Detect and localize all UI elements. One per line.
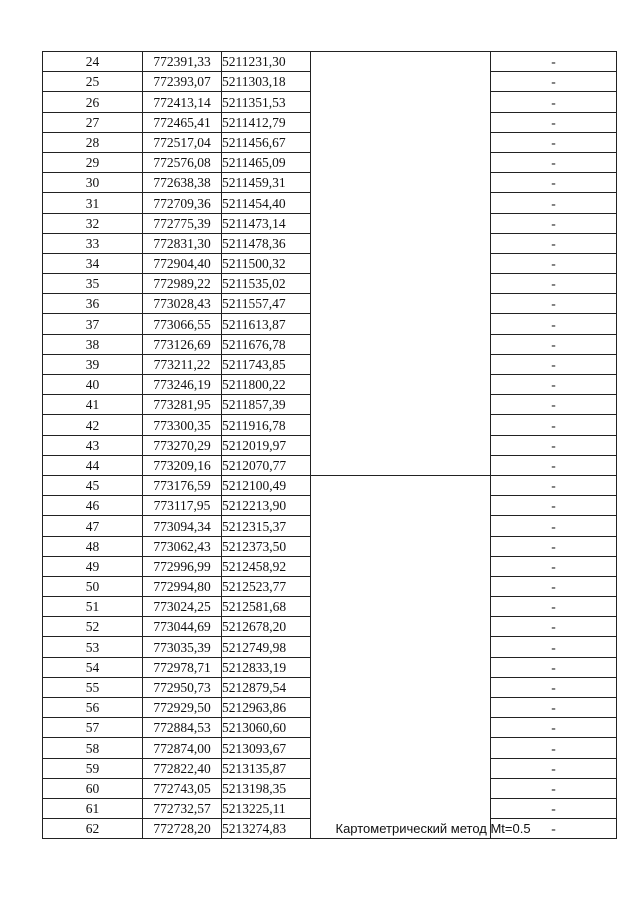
x-coordinate-cell: 772884,53 (143, 718, 222, 738)
x-coordinate-cell: 773044,69 (143, 617, 222, 637)
y-coordinate-cell: 5211557,47 (222, 294, 311, 314)
x-coordinate-cell: 772831,30 (143, 233, 222, 253)
point-number-cell: 42 (43, 415, 143, 435)
point-number-cell: 24 (43, 52, 143, 72)
y-coordinate-cell: 5211676,78 (222, 334, 311, 354)
y-coordinate-cell: 5211916,78 (222, 415, 311, 435)
y-coordinate-cell: 5212458,92 (222, 556, 311, 576)
y-coordinate-cell: 5211535,02 (222, 274, 311, 294)
x-coordinate-cell: 773062,43 (143, 536, 222, 556)
point-number-cell: 53 (43, 637, 143, 657)
x-coordinate-cell: 772994,80 (143, 576, 222, 596)
y-coordinate-cell: 5212100,49 (222, 475, 311, 495)
point-number-cell: 56 (43, 698, 143, 718)
point-number-cell: 40 (43, 375, 143, 395)
x-coordinate-cell: 772732,57 (143, 798, 222, 818)
y-coordinate-cell: 5212581,68 (222, 597, 311, 617)
x-coordinate-cell: 772728,20 (143, 819, 222, 839)
note-cell: - (491, 193, 617, 213)
note-cell: - (491, 112, 617, 132)
y-coordinate-cell: 5211465,09 (222, 152, 311, 172)
note-cell: - (491, 536, 617, 556)
note-cell: - (491, 597, 617, 617)
point-number-cell: 27 (43, 112, 143, 132)
note-cell: - (491, 475, 617, 495)
y-coordinate-cell: 5211303,18 (222, 72, 311, 92)
note-cell: - (491, 455, 617, 475)
y-coordinate-cell: 5211473,14 (222, 213, 311, 233)
note-cell: - (491, 132, 617, 152)
note-cell: - (491, 314, 617, 334)
x-coordinate-cell: 773209,16 (143, 455, 222, 475)
y-coordinate-cell: 5213093,67 (222, 738, 311, 758)
x-coordinate-cell: 772743,05 (143, 778, 222, 798)
note-cell: - (491, 435, 617, 455)
x-coordinate-cell: 772638,38 (143, 173, 222, 193)
point-number-cell: 49 (43, 556, 143, 576)
point-number-cell: 45 (43, 475, 143, 495)
point-number-cell: 26 (43, 92, 143, 112)
y-coordinate-cell: 5213274,83 (222, 819, 311, 839)
note-cell: - (491, 758, 617, 778)
point-number-cell: 39 (43, 354, 143, 374)
note-cell: - (491, 152, 617, 172)
note-cell: - (491, 677, 617, 697)
y-coordinate-cell: 5212373,50 (222, 536, 311, 556)
point-number-cell: 48 (43, 536, 143, 556)
x-coordinate-cell: 773117,95 (143, 496, 222, 516)
point-number-cell: 58 (43, 738, 143, 758)
note-cell: - (491, 294, 617, 314)
y-coordinate-cell: 5212019,97 (222, 435, 311, 455)
y-coordinate-cell: 5211800,22 (222, 375, 311, 395)
x-coordinate-cell: 772822,40 (143, 758, 222, 778)
note-cell: - (491, 72, 617, 92)
point-number-cell: 62 (43, 819, 143, 839)
note-cell: - (491, 354, 617, 374)
note-cell: - (491, 778, 617, 798)
y-coordinate-cell: 5212833,19 (222, 657, 311, 677)
note-cell: - (491, 274, 617, 294)
x-coordinate-cell: 772465,41 (143, 112, 222, 132)
point-number-cell: 61 (43, 798, 143, 818)
method-cell (311, 475, 531, 838)
point-number-cell: 44 (43, 455, 143, 475)
point-number-cell: 46 (43, 496, 143, 516)
note-cell: - (491, 395, 617, 415)
point-number-cell: 54 (43, 657, 143, 677)
note-cell: - (491, 657, 617, 677)
point-number-cell: 52 (43, 617, 143, 637)
note-cell: - (491, 253, 617, 273)
note-cell: - (491, 233, 617, 253)
point-number-cell: 60 (43, 778, 143, 798)
note-cell: - (491, 576, 617, 596)
point-number-cell: 32 (43, 213, 143, 233)
coordinates-table-body (43, 52, 617, 839)
y-coordinate-cell: 5213135,87 (222, 758, 311, 778)
point-number-cell: 37 (43, 314, 143, 334)
x-coordinate-cell: 773281,95 (143, 395, 222, 415)
y-coordinate-cell: 5211456,67 (222, 132, 311, 152)
point-number-cell: 50 (43, 576, 143, 596)
y-coordinate-cell: 5212315,37 (222, 516, 311, 536)
point-number-cell: 33 (43, 233, 143, 253)
y-coordinate-cell: 5213060,60 (222, 718, 311, 738)
y-coordinate-cell: 5212749,98 (222, 637, 311, 657)
note-cell: - (491, 213, 617, 233)
point-number-cell: 34 (43, 253, 143, 273)
x-coordinate-cell: 773024,25 (143, 597, 222, 617)
note-cell: - (491, 698, 617, 718)
note-cell: - (491, 92, 617, 112)
y-coordinate-cell: 5211412,79 (222, 112, 311, 132)
y-coordinate-cell: 5212678,20 (222, 617, 311, 637)
y-coordinate-cell: 5213198,35 (222, 778, 311, 798)
note-cell: - (491, 415, 617, 435)
note-cell: - (491, 173, 617, 193)
x-coordinate-cell: 772874,00 (143, 738, 222, 758)
y-coordinate-cell: 5212213,90 (222, 496, 311, 516)
point-number-cell: 59 (43, 758, 143, 778)
point-number-cell: 31 (43, 193, 143, 213)
note-cell: - (491, 798, 617, 818)
y-coordinate-cell: 5211857,39 (222, 395, 311, 415)
note-cell: - (491, 496, 617, 516)
point-number-cell: 47 (43, 516, 143, 536)
x-coordinate-cell: 773126,69 (143, 334, 222, 354)
x-coordinate-cell: 772391,33 (143, 52, 222, 72)
x-coordinate-cell: 773028,43 (143, 294, 222, 314)
point-number-cell: 30 (43, 173, 143, 193)
y-coordinate-cell: 5212963,86 (222, 698, 311, 718)
point-number-cell: 57 (43, 718, 143, 738)
table-row (43, 475, 617, 495)
x-coordinate-cell: 773211,22 (143, 354, 222, 374)
x-coordinate-cell: 772904,40 (143, 253, 222, 273)
x-coordinate-cell: 772393,07 (143, 72, 222, 92)
y-coordinate-cell: 5212879,54 (222, 677, 311, 697)
y-coordinate-cell: 5212070,77 (222, 455, 311, 475)
point-number-cell: 43 (43, 435, 143, 455)
x-coordinate-cell: 772517,04 (143, 132, 222, 152)
point-number-cell: 38 (43, 334, 143, 354)
point-number-cell: 25 (43, 72, 143, 92)
x-coordinate-cell: 772709,36 (143, 193, 222, 213)
note-cell: - (491, 617, 617, 637)
point-number-cell: 35 (43, 274, 143, 294)
table-row (43, 52, 617, 72)
y-coordinate-cell: 5211351,53 (222, 92, 311, 112)
point-number-cell: 41 (43, 395, 143, 415)
y-coordinate-cell: 5211500,32 (222, 253, 311, 273)
note-cell: - (491, 738, 617, 758)
y-coordinate-cell: 5211231,30 (222, 52, 311, 72)
point-number-cell: 36 (43, 294, 143, 314)
x-coordinate-cell: 773094,34 (143, 516, 222, 536)
method-label: Картометрический метод Mt=0.5 (335, 821, 531, 837)
y-coordinate-cell: 5211459,31 (222, 173, 311, 193)
point-number-cell: 55 (43, 677, 143, 697)
y-coordinate-cell: 5211478,36 (222, 233, 311, 253)
y-coordinate-cell: 5211743,85 (222, 354, 311, 374)
x-coordinate-cell: 773035,39 (143, 637, 222, 657)
note-cell: - (491, 819, 617, 839)
x-coordinate-cell: 772996,99 (143, 556, 222, 576)
x-coordinate-cell: 773300,35 (143, 415, 222, 435)
x-coordinate-cell: 772775,39 (143, 213, 222, 233)
y-coordinate-cell: 5211454,40 (222, 193, 311, 213)
method-cell-empty (311, 52, 491, 476)
y-coordinate-cell: 5211613,87 (222, 314, 311, 334)
y-coordinate-cell: 5212523,77 (222, 576, 311, 596)
point-number-cell: 51 (43, 597, 143, 617)
note-cell: - (491, 375, 617, 395)
x-coordinate-cell: 772950,73 (143, 677, 222, 697)
note-cell: - (491, 637, 617, 657)
note-cell: - (491, 718, 617, 738)
x-coordinate-cell: 772413,14 (143, 92, 222, 112)
y-coordinate-cell: 5213225,11 (222, 798, 311, 818)
note-cell: - (491, 556, 617, 576)
x-coordinate-cell: 773246,19 (143, 375, 222, 395)
x-coordinate-cell: 772576,08 (143, 152, 222, 172)
x-coordinate-cell: 772989,22 (143, 274, 222, 294)
point-number-cell: 29 (43, 152, 143, 172)
point-number-cell: 28 (43, 132, 143, 152)
coordinates-table (42, 51, 617, 839)
note-cell: - (491, 52, 617, 72)
x-coordinate-cell: 773176,59 (143, 475, 222, 495)
x-coordinate-cell: 772978,71 (143, 657, 222, 677)
x-coordinate-cell: 773066,55 (143, 314, 222, 334)
x-coordinate-cell: 772929,50 (143, 698, 222, 718)
note-cell: - (491, 334, 617, 354)
x-coordinate-cell: 773270,29 (143, 435, 222, 455)
note-cell: - (491, 516, 617, 536)
